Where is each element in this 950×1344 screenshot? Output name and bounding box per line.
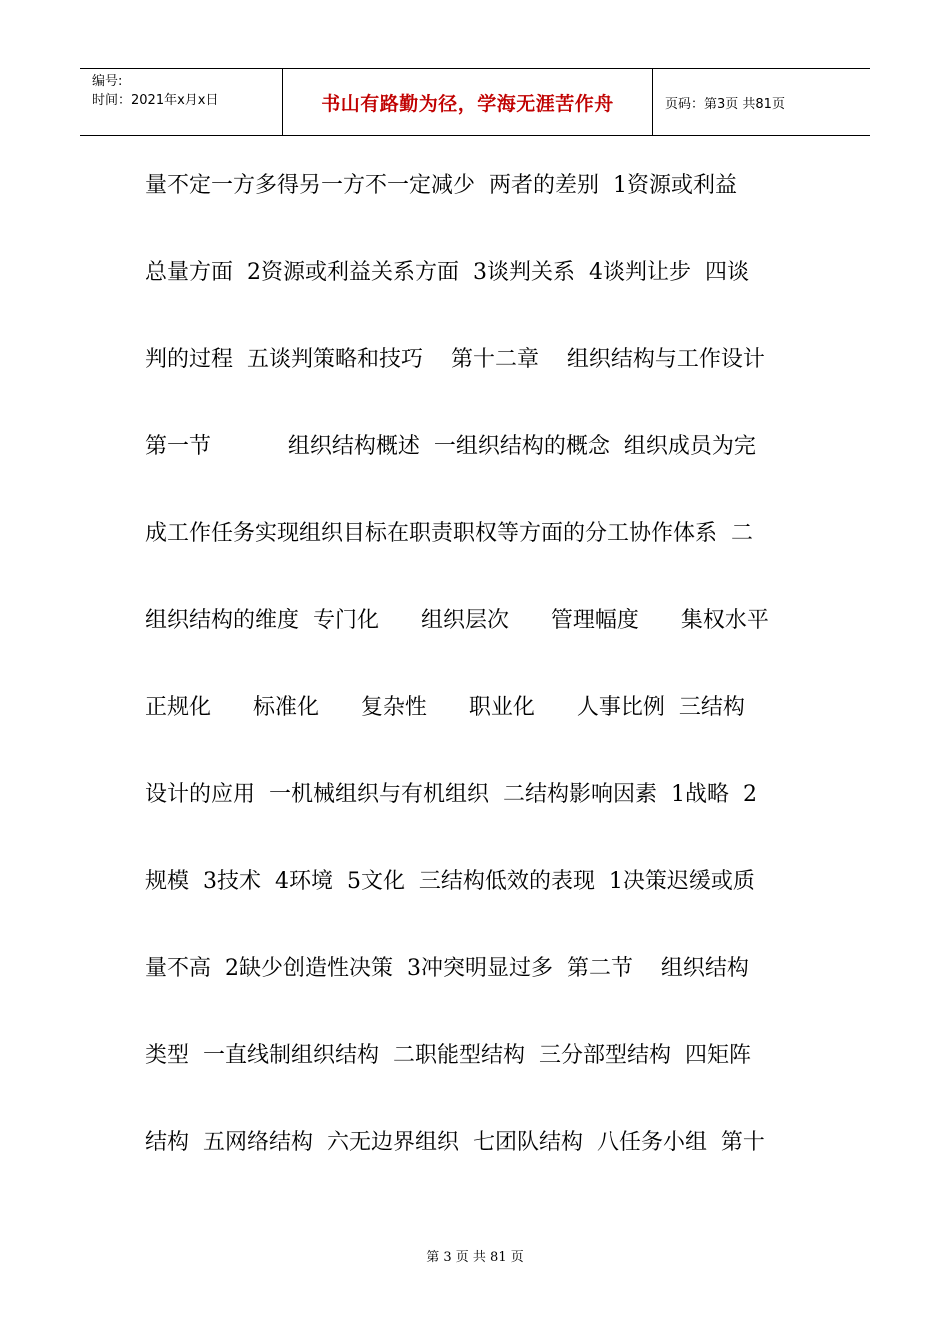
body-line: 量不定一方多得另一方不一定减少 两者的差别 1资源或利益 [145,173,737,198]
body-line: 判的过程 五谈判策略和技巧 第十二章 组织结构与工作设计 [145,347,765,372]
body-line: 设计的应用 一机械组织与有机组织 二结构影响因素 1战略 2 [145,782,757,807]
header-page-info: 页码：第3页 共81页 [665,96,785,112]
page-footer: 第 3 页 共 81 页 [426,1250,524,1265]
header-motto: 书山有路勤为径，学海无涯苦作舟 [283,69,653,135]
document-body [145,162,810,1206]
doc-time-label: 时间：2021年x月x日 [92,93,219,108]
body-line: 结构 五网络结构 六无边界组织 七团队结构 八任务小组 第十 [145,1130,765,1155]
document-header [80,68,870,136]
body-line: 正规化 标准化 复杂性 职业化 人事比例 三结构 [145,695,745,720]
body-line: 量不高 2缺少创造性决策 3冲突明显过多 第二节 组织结构 [145,956,749,981]
body-line: 第一节 组织结构概述 一组织结构的概念 组织成员为完 [145,434,756,459]
body-line: 类型 一直线制组织结构 二职能型结构 三分部型结构 四矩阵 [145,1043,751,1068]
body-line: 组织结构的维度 专门化 组织层次 管理幅度 集权水平 [145,608,769,633]
header-meta [80,69,283,135]
body-line: 规模 3技术 4环境 5文化 三结构低效的表现 1决策迟缓或质 [145,869,755,894]
body-line: 总量方面 2资源或利益关系方面 3谈判关系 4谈判让步 四谈 [145,260,749,285]
doc-number-label: 编号: [92,74,123,89]
body-line: 成工作任务实现组织目标在职责职权等方面的分工协作体系 二 [145,521,753,546]
